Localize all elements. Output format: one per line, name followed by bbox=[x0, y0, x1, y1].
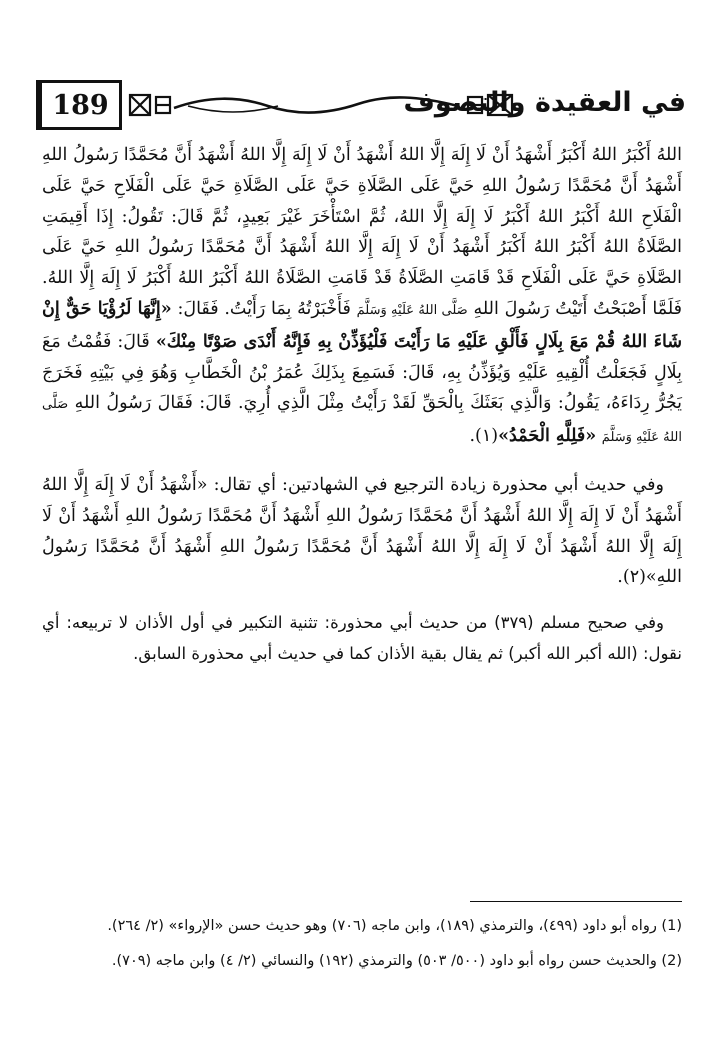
hadith-text-part3: قَالَ: فَقُمْتُ مَعَ بِلَالٍ فَجَعَلْتُ أُلْقِيهِ عَلَيْهِ وَيُؤَذِّنُ بِهِ، قَالَ: فَسَمِعَ بِذَلِكَ عُمَرُ بْنُ الْخَطَّابِ وَهُوَ فِي بَيْتِهِ فَخَرَجَ يَجُرُّ رِدَاءَهُ، يَقُولُ: وَالَّذِي بَعَثَكَ بِالْحَقِّ لَقَدْ رَأَيْتُ مِثْلَ الَّذِي أُرِيَ. قَالَ: فَقَالَ رَسُولُ اللهِ bbox=[42, 331, 682, 414]
footnote-ref-1: (١) bbox=[475, 426, 499, 447]
running-title: في العقيدة والتصوف bbox=[403, 87, 686, 118]
salawat-symbol: صَلَّى اللهُ عَلَيْهِ وَسَلَّمَ bbox=[356, 302, 468, 318]
hadith-paragraph: اللهُ أَكْبَرُ اللهُ أَكْبَرُ أَشْهَدُ أَنْ لَا إِلَهَ إِلَّا اللهُ أَشْهَدُ أَنْ لَا إِلَهَ إِلَّا اللهُ أَشْهَدُ أَنَّ مُحَمَّدًا رَسُولُ اللهِ أَشْهَدُ أَنَّ مُحَمَّدًا رَسُولُ اللهِ حَيَّ عَلَى الصَّلَاةِ حَيَّ عَلَى الصَّلَاةِ حَيَّ عَلَى الْفَلَاحِ حَيَّ عَلَى الْفَلَاحِ اللهُ أَكْبَرُ اللهُ أَكْبَرُ لَا إِلَهَ إِلَّا اللهُ، ثُمَّ اسْتَأْخَرَ غَيْرَ بَعِيدٍ، ثُمَّ قَالَ: تَقُولُ: إِذَا أَقِيمَتِ الصَّلَاةُ اللهُ أَكْبَرُ اللهُ أَكْبَرُ أَشْهَدُ أَنْ لَا إِلَهَ إِلَّا اللهُ أَشْهَدُ أَنَّ مُحَمَّدًا رَسُولُ اللهِ حَيَّ عَلَى الصَّلَاةِ حَيَّ عَلَى الْفَلَاحِ قَدْ قَامَتِ الصَّلَاةُ قَدْ قَامَتِ الصَّلَاةُ اللهُ أَكْبَرُ اللهُ أَكْبَرُ لَا إِلَهَ إِلَّا اللهُ. فَلَمَّا أَصْبَحْتُ أَتَيْتُ رَسُولَ اللهِ صَلَّى اللهُ عَلَيْهِ وَسَلَّمَ فَأَخْبَرْتُهُ بِمَا رَأَيْتُ. فَقَالَ: «إِنَّهَا لَرُؤْيَا حَقٌّ إِنْ شَاءَ اللهُ قُمْ مَعَ بِلَالٍ فَأَلْقِ عَلَيْهِ مَا رَأَيْتَ فَلْيُؤَذِّنْ بِهِ فَإِنَّهُ أَنْدَى صَوْتًا مِنْكَ» قَالَ: فَقُمْتُ مَعَ بِلَالٍ فَجَعَلْتُ أُلْقِيهِ عَلَيْهِ وَيُؤَذِّنُ بِهِ، قَالَ: فَسَمِعَ بِذَلِكَ عُمَرُ بْنُ الْخَطَّابِ وَهُوَ فِي بَيْتِهِ فَخَرَجَ يَجُرُّ رِدَاءَهُ، يَقُولُ: وَالَّذِي بَعَثَكَ بِالْحَقِّ لَقَدْ رَأَيْتُ مِثْلَ الَّذِي أُرِيَ. قَالَ: فَقَالَ رَسُولُ اللهِ صَلَّى اللهُ عَلَيْهِ وَسَلَّمَ «فَلِلَّهِ الْحَمْدُ»(١). bbox=[42, 145, 682, 447]
prophet-quote-2: «فَلِلَّهِ الْحَمْدُ» bbox=[498, 426, 597, 447]
footnote-1: (1) رواه أبو داود (٤٩٩)، والترمذي (١٨٩)، وابن ماجه (٧٠٦) وهو حديث حسن «الإرواء» (٢/ ٢٦٤). bbox=[107, 918, 682, 934]
tarji-paragraph: وفي حديث أبي محذورة زيادة الترجيع في الشهادتين: أي تقال: «أَشْهَدُ أَنْ لَا إِلَهَ إِلَّا اللهُ أَشْهَدُ أَنْ لَا إِلَهَ إِلَّا اللهُ أَشْهَدُ أَنَّ مُحَمَّدًا رَسُولُ اللهِ أَشْهَدُ أَنَّ مُحَمَّدًا رَسُولُ اللهِ أَشْهَدُ أَنْ لَا إِلَهَ إِلَّا اللهُ أَشْهَدُ أَنْ لَا إِلَهَ إِلَّا اللهُ أَشْهَدُ أَنَّ مُحَمَّدًا رَسُولُ اللهِ أَشْهَدُ أَنَّ مُحَمَّدًا رَسُولُ اللهِ»(٢). bbox=[42, 474, 682, 588]
tarji-intro: وفي حديث أبي محذورة زيادة الترجيع في الشهادتين: أي تقال: bbox=[213, 474, 664, 495]
muslim-paragraph: وفي صحيح مسلم (٣٧٩) من حديث أبي محذورة: تثنية التكبير في أول الأذان لا تربيعه: أي نقول: (الله أكبر الله أكبر) ثم يقال بقية الأذان كما في حديث أبي محذورة السابق. bbox=[42, 613, 682, 664]
footnotes bbox=[42, 912, 682, 982]
footnote-2: (2) والحديث حسن رواه أبو داود (٥٠٠/ ٥٠٣) والترمذي (١٩٢) والنسائي (٢/ ٤) وابن ماجه (٧٠٩). bbox=[111, 953, 682, 969]
footnote-rule bbox=[470, 901, 682, 902]
hadith-text-part1: اللهُ أَكْبَرُ اللهُ أَكْبَرُ أَشْهَدُ أَنْ لَا إِلَهَ إِلَّا اللهُ أَشْهَدُ أَنْ لَا إِلَهَ إِلَّا اللهُ أَشْهَدُ أَنَّ مُحَمَّدًا رَسُولُ اللهِ أَشْهَدُ أَنَّ مُحَمَّدًا رَسُولُ اللهِ حَيَّ عَلَى الصَّلَاةِ حَيَّ عَلَى الصَّلَاةِ حَيَّ عَلَى الْفَلَاحِ حَيَّ عَلَى الْفَلَاحِ اللهُ أَكْبَرُ اللهُ أَكْبَرُ لَا إِلَهَ إِلَّا اللهُ، ثُمَّ اسْتَأْخَرَ غَيْرَ بَعِيدٍ، ثُمَّ قَالَ: تَقُولُ: إِذَا أَقِيمَتِ الصَّلَاةُ اللهُ أَكْبَرُ اللهُ أَكْبَرُ أَشْهَدُ أَنْ لَا إِلَهَ إِلَّا اللهُ أَشْهَدُ أَنَّ مُحَمَّدًا رَسُولُ اللهِ حَيَّ عَلَى الصَّلَاةِ حَيَّ عَلَى الْفَلَاحِ قَدْ قَامَتِ الصَّلَاةُ قَدْ قَامَتِ الصَّلَاةُ اللهُ أَكْبَرُ اللهُ أَكْبَرُ لَا إِلَهَ إِلَّا اللهُ. فَلَمَّا أَصْبَحْتُ أَتَيْتُ رَسُولَ اللهِ bbox=[42, 145, 682, 319]
main-text bbox=[42, 140, 682, 669]
page-header bbox=[36, 80, 686, 130]
prophet-quote: «إِنَّهَا لَرُؤْيَا حَقٌّ إِنْ شَاءَ اللهُ قُمْ مَعَ بِلَالٍ فَأَلْقِ عَلَيْهِ مَا رَأَيْتَ فَلْيُؤَذِّنْ بِهِ فَإِنَّهُ أَنْدَى صَوْتًا مِنْكَ» bbox=[42, 298, 682, 352]
salawat-symbol-2: صَلَّى اللهُ عَلَيْهِ وَسَلَّمَ bbox=[42, 397, 682, 446]
footnote-ref-2: (٢) bbox=[622, 567, 646, 588]
page-number: 189 bbox=[36, 80, 122, 130]
tarji-quote: «أَشْهَدُ أَنْ لَا إِلَهَ إِلَّا اللهُ أَشْهَدُ أَنْ لَا إِلَهَ إِلَّا اللهُ أَشْهَدُ أَنَّ مُحَمَّدًا رَسُولُ اللهِ أَشْهَدُ أَنَّ مُحَمَّدًا رَسُولُ اللهِ أَشْهَدُ أَنْ لَا إِلَهَ إِلَّا اللهُ أَشْهَدُ أَنْ لَا إِلَهَ إِلَّا اللهُ أَشْهَدُ أَنَّ مُحَمَّدًا رَسُولُ اللهِ أَشْهَدُ أَنَّ مُحَمَّدًا رَسُولُ اللهِ» bbox=[42, 474, 682, 588]
hadith-text-part2: فَأَخْبَرْتُهُ بِمَا رَأَيْتُ. فَقَالَ: bbox=[177, 298, 351, 319]
